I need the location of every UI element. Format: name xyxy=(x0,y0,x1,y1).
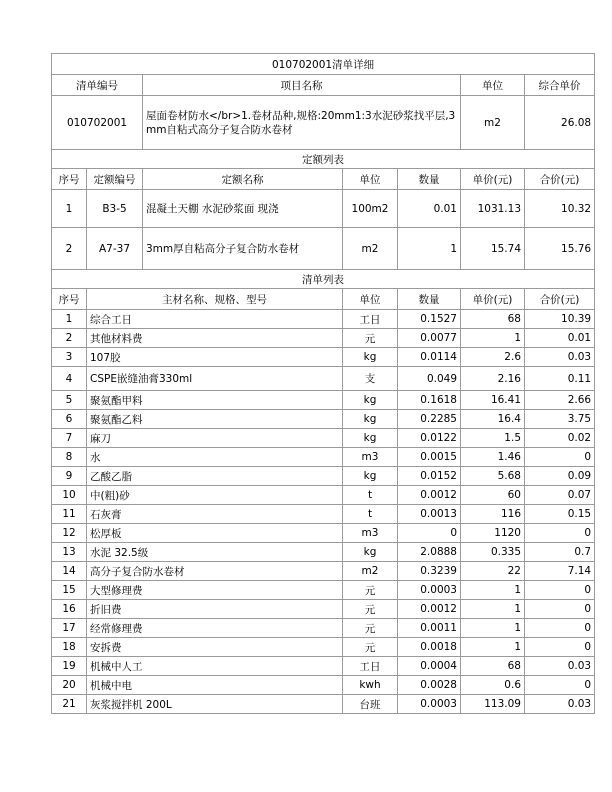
material-name: 石灰膏 xyxy=(87,505,343,524)
material-qty: 0.0114 xyxy=(398,348,461,367)
material-qty: 0.0015 xyxy=(398,448,461,467)
material-total: 0 xyxy=(525,676,595,695)
material-seq: 12 xyxy=(52,524,87,543)
material-unit: t xyxy=(343,486,398,505)
material-seq: 19 xyxy=(52,657,87,676)
quota-unit-price: 15.74 xyxy=(461,228,525,270)
material-unit-price: 22 xyxy=(461,562,525,581)
material-unit-price: 1.46 xyxy=(461,448,525,467)
material-total: 0.03 xyxy=(525,348,595,367)
material-row xyxy=(52,448,595,467)
list-header-row xyxy=(52,75,595,96)
material-seq: 5 xyxy=(52,391,87,410)
material-row xyxy=(52,619,595,638)
material-row xyxy=(52,600,595,619)
material-seq: 7 xyxy=(52,429,87,448)
material-qty: 0.0122 xyxy=(398,429,461,448)
material-row xyxy=(52,348,595,367)
material-row xyxy=(52,562,595,581)
material-header-name: 主材名称、规格、型号 xyxy=(87,289,343,310)
list-item-code: 010702001 xyxy=(52,96,143,150)
material-seq: 6 xyxy=(52,410,87,429)
quota-header-qty: 数量 xyxy=(398,169,461,190)
material-header-total: 合价(元) xyxy=(525,289,595,310)
material-name: 松厚板 xyxy=(87,524,343,543)
material-name: 麻刀 xyxy=(87,429,343,448)
material-header-qty: 数量 xyxy=(398,289,461,310)
material-unit-price: 1.5 xyxy=(461,429,525,448)
material-name: 高分子复合防水卷材 xyxy=(87,562,343,581)
quota-unit: m2 xyxy=(343,228,398,270)
quota-code: A7-37 xyxy=(87,228,143,270)
material-unit: 元 xyxy=(343,638,398,657)
material-seq: 18 xyxy=(52,638,87,657)
quota-header-code: 定额编号 xyxy=(87,169,143,190)
material-unit: 元 xyxy=(343,329,398,348)
material-unit: kg xyxy=(343,348,398,367)
material-seq: 11 xyxy=(52,505,87,524)
material-unit-price: 60 xyxy=(461,486,525,505)
material-name: 大型修理费 xyxy=(87,581,343,600)
material-row xyxy=(52,367,595,391)
material-qty: 0 xyxy=(398,524,461,543)
material-qty: 0.0012 xyxy=(398,600,461,619)
material-total: 0 xyxy=(525,448,595,467)
material-unit-price: 1 xyxy=(461,638,525,657)
material-total: 0 xyxy=(525,600,595,619)
material-name: 安拆费 xyxy=(87,638,343,657)
quota-row xyxy=(52,190,595,228)
material-seq: 14 xyxy=(52,562,87,581)
material-qty: 0.049 xyxy=(398,367,461,391)
material-qty: 0.0028 xyxy=(398,676,461,695)
material-total: 0.09 xyxy=(525,467,595,486)
material-unit-price: 2.16 xyxy=(461,367,525,391)
material-unit-price: 116 xyxy=(461,505,525,524)
material-total: 0 xyxy=(525,619,595,638)
material-name: 机械中电 xyxy=(87,676,343,695)
material-unit: kg xyxy=(343,429,398,448)
material-unit: m2 xyxy=(343,562,398,581)
material-total: 0.03 xyxy=(525,657,595,676)
material-unit: 工日 xyxy=(343,310,398,329)
material-unit-price: 1 xyxy=(461,619,525,638)
material-row xyxy=(52,543,595,562)
material-qty: 0.3239 xyxy=(398,562,461,581)
material-qty: 0.1618 xyxy=(398,391,461,410)
list-item-price: 26.08 xyxy=(525,96,595,150)
quota-row xyxy=(52,228,595,270)
quota-section-title: 定额列表 xyxy=(52,150,595,169)
material-row xyxy=(52,329,595,348)
material-unit-price: 1 xyxy=(461,600,525,619)
material-unit-price: 2.6 xyxy=(461,348,525,367)
material-total: 3.75 xyxy=(525,410,595,429)
material-unit: 支 xyxy=(343,367,398,391)
material-row xyxy=(52,676,595,695)
material-seq: 2 xyxy=(52,329,87,348)
material-row xyxy=(52,467,595,486)
material-seq: 1 xyxy=(52,310,87,329)
material-seq: 4 xyxy=(52,367,87,391)
material-qty: 0.0003 xyxy=(398,695,461,714)
bill-detail-table xyxy=(51,53,595,714)
header-list-code: 清单编号 xyxy=(52,75,143,96)
material-row xyxy=(52,410,595,429)
material-name: 水泥 32.5级 xyxy=(87,543,343,562)
header-unit: 单位 xyxy=(461,75,525,96)
material-header-unit: 单位 xyxy=(343,289,398,310)
material-unit: kg xyxy=(343,391,398,410)
list-item-name: 屋面卷材防水</br>1.卷材品种,规格:20mm1:3水泥砂浆找平层,3mm自粘式高分子复合防水卷材 xyxy=(143,96,461,150)
material-total: 2.66 xyxy=(525,391,595,410)
material-row xyxy=(52,581,595,600)
quota-total: 15.76 xyxy=(525,228,595,270)
material-unit-price: 0.335 xyxy=(461,543,525,562)
material-seq: 17 xyxy=(52,619,87,638)
material-seq: 10 xyxy=(52,486,87,505)
material-name: 水 xyxy=(87,448,343,467)
material-name: 经常修理费 xyxy=(87,619,343,638)
material-name: 折旧费 xyxy=(87,600,343,619)
material-total: 0.01 xyxy=(525,329,595,348)
material-name: 聚氨酯乙料 xyxy=(87,410,343,429)
material-name: 中(粗)砂 xyxy=(87,486,343,505)
material-row xyxy=(52,486,595,505)
quota-header-row xyxy=(52,169,595,190)
material-row xyxy=(52,505,595,524)
material-total: 7.14 xyxy=(525,562,595,581)
material-qty: 0.0003 xyxy=(398,581,461,600)
material-unit-price: 0.6 xyxy=(461,676,525,695)
material-total: 0 xyxy=(525,524,595,543)
quota-qty: 0.01 xyxy=(398,190,461,228)
quota-header-unit-price: 单价(元) xyxy=(461,169,525,190)
material-section-title: 清单列表 xyxy=(52,270,595,289)
material-unit-price: 113.09 xyxy=(461,695,525,714)
material-name: 乙酸乙脂 xyxy=(87,467,343,486)
quota-unit: 100m2 xyxy=(343,190,398,228)
material-seq: 8 xyxy=(52,448,87,467)
material-header-unit-price: 单价(元) xyxy=(461,289,525,310)
material-unit: kwh xyxy=(343,676,398,695)
material-total: 0 xyxy=(525,581,595,600)
material-seq: 13 xyxy=(52,543,87,562)
material-unit: m3 xyxy=(343,448,398,467)
quota-seq: 1 xyxy=(52,190,87,228)
material-total: 0.03 xyxy=(525,695,595,714)
material-unit-price: 68 xyxy=(461,657,525,676)
material-unit-price: 16.41 xyxy=(461,391,525,410)
quota-total: 10.32 xyxy=(525,190,595,228)
material-unit: 元 xyxy=(343,600,398,619)
material-name: CSPE嵌缝油膏330ml xyxy=(87,367,343,391)
material-row xyxy=(52,524,595,543)
material-name: 聚氨酯甲料 xyxy=(87,391,343,410)
material-unit-price: 68 xyxy=(461,310,525,329)
material-name: 机械中人工 xyxy=(87,657,343,676)
header-composite-price: 综合单价 xyxy=(525,75,595,96)
quota-name: 3mm厚自粘高分子复合防水卷材 xyxy=(143,228,343,270)
material-qty: 0.0077 xyxy=(398,329,461,348)
material-total: 0.11 xyxy=(525,367,595,391)
material-unit: 工日 xyxy=(343,657,398,676)
material-seq: 20 xyxy=(52,676,87,695)
material-name: 107胶 xyxy=(87,348,343,367)
header-item-name: 项目名称 xyxy=(143,75,461,96)
quota-header-total: 合价(元) xyxy=(525,169,595,190)
material-seq: 3 xyxy=(52,348,87,367)
material-seq: 16 xyxy=(52,600,87,619)
material-total: 0.7 xyxy=(525,543,595,562)
material-total: 0.07 xyxy=(525,486,595,505)
material-header-seq: 序号 xyxy=(52,289,87,310)
list-item-unit: m2 xyxy=(461,96,525,150)
material-seq: 15 xyxy=(52,581,87,600)
material-row xyxy=(52,429,595,448)
quota-qty: 1 xyxy=(398,228,461,270)
material-unit: kg xyxy=(343,410,398,429)
table-title: 010702001清单详细 xyxy=(52,54,595,75)
material-name: 其他材料费 xyxy=(87,329,343,348)
material-header-row xyxy=(52,289,595,310)
material-unit-price: 5.68 xyxy=(461,467,525,486)
material-unit-price: 16.4 xyxy=(461,410,525,429)
material-unit: t xyxy=(343,505,398,524)
quota-unit-price: 1031.13 xyxy=(461,190,525,228)
material-qty: 0.1527 xyxy=(398,310,461,329)
material-total: 0 xyxy=(525,638,595,657)
material-unit: kg xyxy=(343,467,398,486)
material-unit: m3 xyxy=(343,524,398,543)
material-qty: 0.0004 xyxy=(398,657,461,676)
material-unit: kg xyxy=(343,543,398,562)
quota-header-name: 定额名称 xyxy=(143,169,343,190)
material-qty: 0.2285 xyxy=(398,410,461,429)
quota-seq: 2 xyxy=(52,228,87,270)
material-qty: 0.0012 xyxy=(398,486,461,505)
material-qty: 0.0013 xyxy=(398,505,461,524)
quota-header-seq: 序号 xyxy=(52,169,87,190)
material-row xyxy=(52,695,595,714)
material-qty: 2.0888 xyxy=(398,543,461,562)
material-seq: 9 xyxy=(52,467,87,486)
quota-name: 混凝土天棚 水泥砂浆面 现浇 xyxy=(143,190,343,228)
material-unit: 元 xyxy=(343,619,398,638)
material-row xyxy=(52,310,595,329)
material-unit: 元 xyxy=(343,581,398,600)
material-total: 0.15 xyxy=(525,505,595,524)
quota-code: B3-5 xyxy=(87,190,143,228)
material-name: 灰浆搅拌机 200L xyxy=(87,695,343,714)
quota-header-unit: 单位 xyxy=(343,169,398,190)
material-total: 0.02 xyxy=(525,429,595,448)
material-row xyxy=(52,391,595,410)
material-qty: 0.0018 xyxy=(398,638,461,657)
material-unit-price: 1 xyxy=(461,329,525,348)
list-item-row xyxy=(52,96,595,150)
material-row xyxy=(52,657,595,676)
material-name: 综合工日 xyxy=(87,310,343,329)
material-unit: 台班 xyxy=(343,695,398,714)
material-qty: 0.0152 xyxy=(398,467,461,486)
material-row xyxy=(52,638,595,657)
material-total: 10.39 xyxy=(525,310,595,329)
material-unit-price: 1120 xyxy=(461,524,525,543)
material-unit-price: 1 xyxy=(461,581,525,600)
material-seq: 21 xyxy=(52,695,87,714)
material-qty: 0.0011 xyxy=(398,619,461,638)
